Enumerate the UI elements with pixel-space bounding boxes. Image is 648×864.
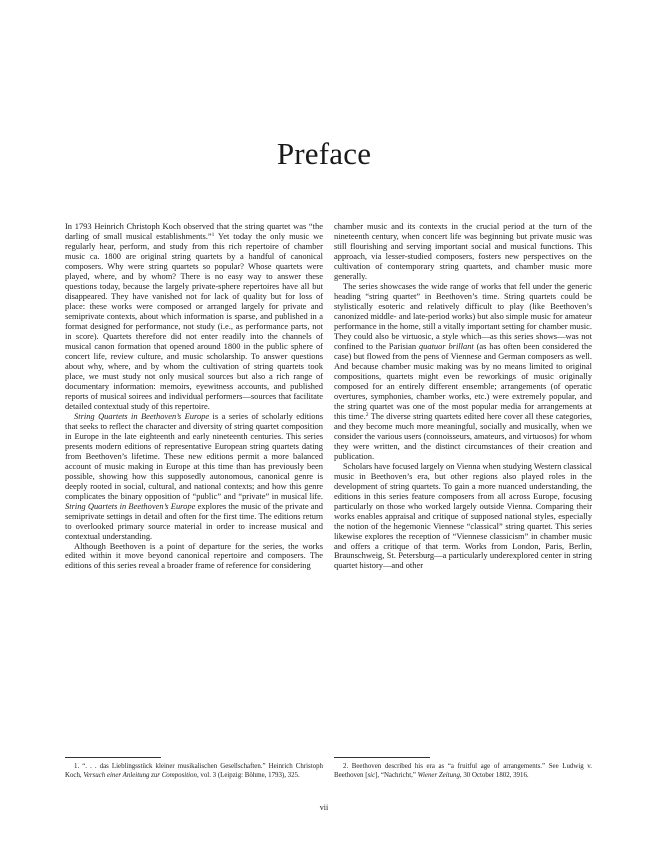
paragraph: String Quartets in Beethoven’s Europe is a series of scholarly editions that seeks to reflect the character and diversity of string quartet composition in Europe in the late eighteenth and early nineteenth centuries. This series presents modern editions of representative European string quartets dating from Beethoven’s lifetime. These new editions permit a more balanced account of music making in Europe at this time than has previously been possible, showing how this supposedly autonomous, canonical genre is deeply rooted in social, cultural, and national contexts; and how this genre complicates the binary opposition of “public” and “private” in musical life. String Quartets in Beethoven’s Europe explores the music of the private and semiprivate settings in detail and often for the first time. The editions return to overlooked primary source material in order to increase musical and contextual understanding. bbox=[65, 410, 323, 541]
paragraph: In 1793 Heinrich Christoph Koch observed that the string quartet was “the darling of small musical establishments.”$^1$ Yet today the only music we regularly hear, perform, and study from this rich repertoire of chamber music ca. 1800 are original string quartets by a handful of canonical composers. Why were string quartets so popular? Whose quartets were played, where, and by whom? There is no easy way to answer these questions today, because the largely private-sphere repertoires have all but disappeared. They have vanished not for lack of quality but for loss of place: these works were composed or arranged largely for private and semiprivate contexts, about which information is sparse, and published in a format designed for performance, not study (i.e., as performance parts, not in score). Quartets therefore did not enter readily into the channels of musical canon formation that opened around 1800 in the public sphere of concert life, review culture, and music scholarship. To answer questions about why, where, and by whom the cultivation of string quartets took place, we must study not only musical sources but also a rich range of documentary information: memoirs, eyewitness accounts, and published reports of musical soirees and individual performers—sources that facilitate detailed contextual study of this repertoire. bbox=[65, 221, 323, 411]
right-column bbox=[334, 221, 592, 570]
footnote-marker: 1 bbox=[211, 231, 215, 238]
footnote-rule bbox=[334, 757, 430, 758]
page-title: Preface bbox=[276, 136, 372, 171]
paragraph: The series showcases the wide range of works that fell under the generic heading “string quartet” in Beethoven’s time. String quartets could be stylistically esoteric and relatively difficult to play (like Beethoven’s canonized middle- and late-period works) but also simple music for amateur performance in the home, still a vitally important setting for chamber music. They could also be virtuosic, a style which—as this series shows—was not confined to the Parisian quatuor brillant (as has often been considered the case) but flowed from the pens of Viennese and German composers as well. And because chamber music making was by no means limited to original compositions, quartets might even be reworkings of music originally composed for an entirely different ensemble; arrangements (of operatic overtures, symphonies, chamber works, etc.) were extremely popular, and the string quartet was one of the most popular media for arrangements at this time.$^2$ The diverse string quartets edited here cover all these categories, and they become much more meaningful, socially and musically, when we consider the various users (connoisseurs, amateurs, and virtuosos) for whom they were written, and the distinct circumstances of their creation and publication. bbox=[334, 280, 592, 461]
paragraph: Scholars have focused largely on Vienna when studying Western classical music in Beethoven’s era, but other regions also played roles in the development of string quartets. To gain a more nuanced understanding, the editions in this series feature composers from all across Europe, focusing particularly on those who worked largely outside Vienna. Comparing their works enables appraisal and critique of supposed national styles, especially the notion of the hegemonic Viennese “classical” string quartet. This series likewise explores the reception of “Viennese classicism” in chamber music and offers a critique of that term. Works from London, Paris, Berlin, Braunschweig, St. Petersburg—a particularly underexplored center in string quartet history—and other bbox=[334, 460, 592, 571]
series-title: String Quartets in Beethoven’s Europe bbox=[74, 410, 210, 421]
left-column bbox=[65, 221, 323, 570]
series-title: String Quartets in Beethoven’s Europe bbox=[65, 500, 196, 511]
page-number: vii bbox=[319, 803, 329, 812]
footnote-rule bbox=[65, 757, 161, 758]
footnote-1: 1. “. . . das Lieblingsstück kleiner musikalischen Gesellschaften.” Heinrich Christoph Koch, Versuch einer Anleitung zur Composition, vol. 3 (Leipzig: Böhme, 1793), 325. bbox=[65, 763, 323, 779]
footnote-marker: 2 bbox=[365, 411, 369, 418]
paragraph: Although Beethoven is a point of departure for the series, the works edited within it move beyond canonical repertoire and composers. The editions of this series reveal a broader frame of reference for considering bbox=[65, 540, 323, 571]
footnote-2: 2. Beethoven described his era as “a fruitful age of arrangements.” See Ludwig v. Beethoven [sic], “Nachricht,” Wiener Zeitung, 30 October 1802, 3916. bbox=[334, 763, 592, 779]
italic-term: quatuor brillant bbox=[418, 340, 474, 351]
paragraph: chamber music and its contexts in the crucial period at the turn of the nineteenth century, when concert life was beginning but private music was still flourishing and serving important social and musical functions. This approach, via lesser-studied composers, fosters new perspectives on the cultivation of contemporary string quartets, and chamber music more generally. bbox=[334, 221, 592, 281]
